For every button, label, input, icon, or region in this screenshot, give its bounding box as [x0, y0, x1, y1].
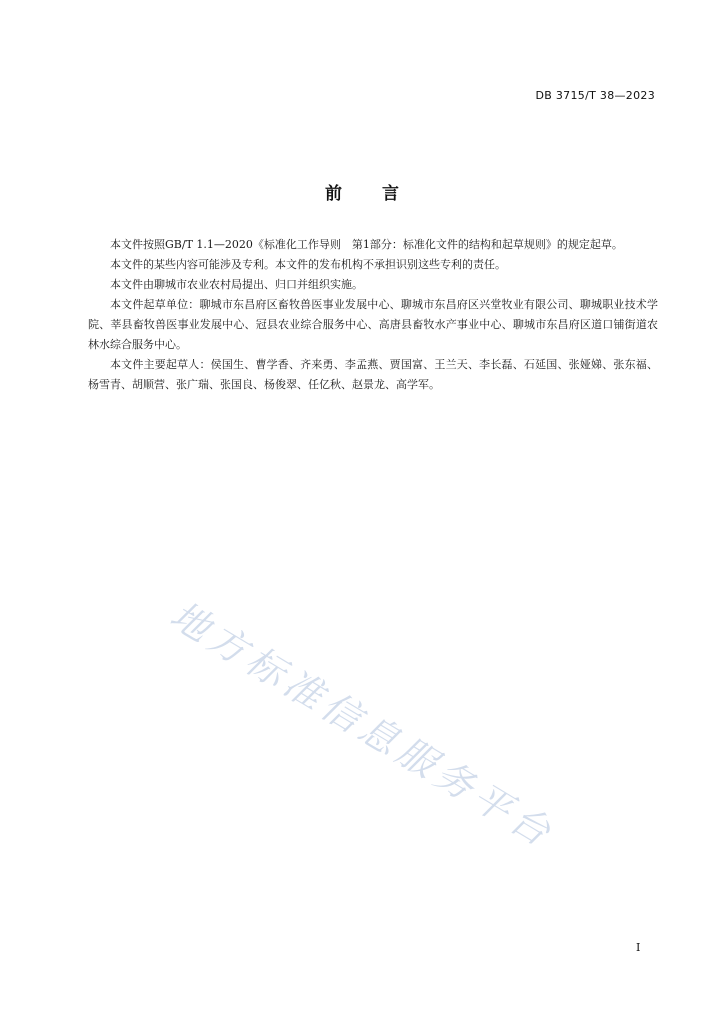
page-title: 前言 — [325, 184, 439, 204]
paragraph-drafting-rules: 本文件按照GB/T 1.1—2020《标准化工作导则 第1部分：标准化文件的结构和起草规则》的规定起草。 — [110, 238, 623, 251]
watermark: 地方标准信息服务平台 — [162, 592, 563, 858]
paragraph-patent-notice: 本文件的某些内容可能涉及专利。本文件的发布机构不承担识别这些专利的责任。 — [110, 258, 506, 271]
paragraph-proposer: 本文件由聊城市农业农村局提出、归口并组织实施。 — [110, 278, 363, 291]
paragraph-drafters: 本文件主要起草人：侯国生、曹学香、齐来勇、李孟燕、贾国富、王兰天、李长磊、石延国、张娅娣、张东福、杨雪青、胡顺营、张广瑞、张国良、杨俊翠、任亿秋、赵景龙、高学军。 — [88, 358, 658, 391]
foreword-body — [88, 235, 658, 395]
document-code: DB 3715/T 38—2023 — [535, 89, 655, 102]
paragraph-drafting-units: 本文件起草单位：聊城市东昌府区畜牧兽医事业发展中心、聊城市东昌府区兴堂牧业有限公司、聊城职业技术学院、莘县畜牧兽医事业发展中心、冠县农业综合服务中心、高唐县畜牧水产事业中心、聊城市东昌府区道口铺街道农林水综合服务中心。 — [88, 298, 658, 351]
page-number: I — [636, 941, 641, 954]
